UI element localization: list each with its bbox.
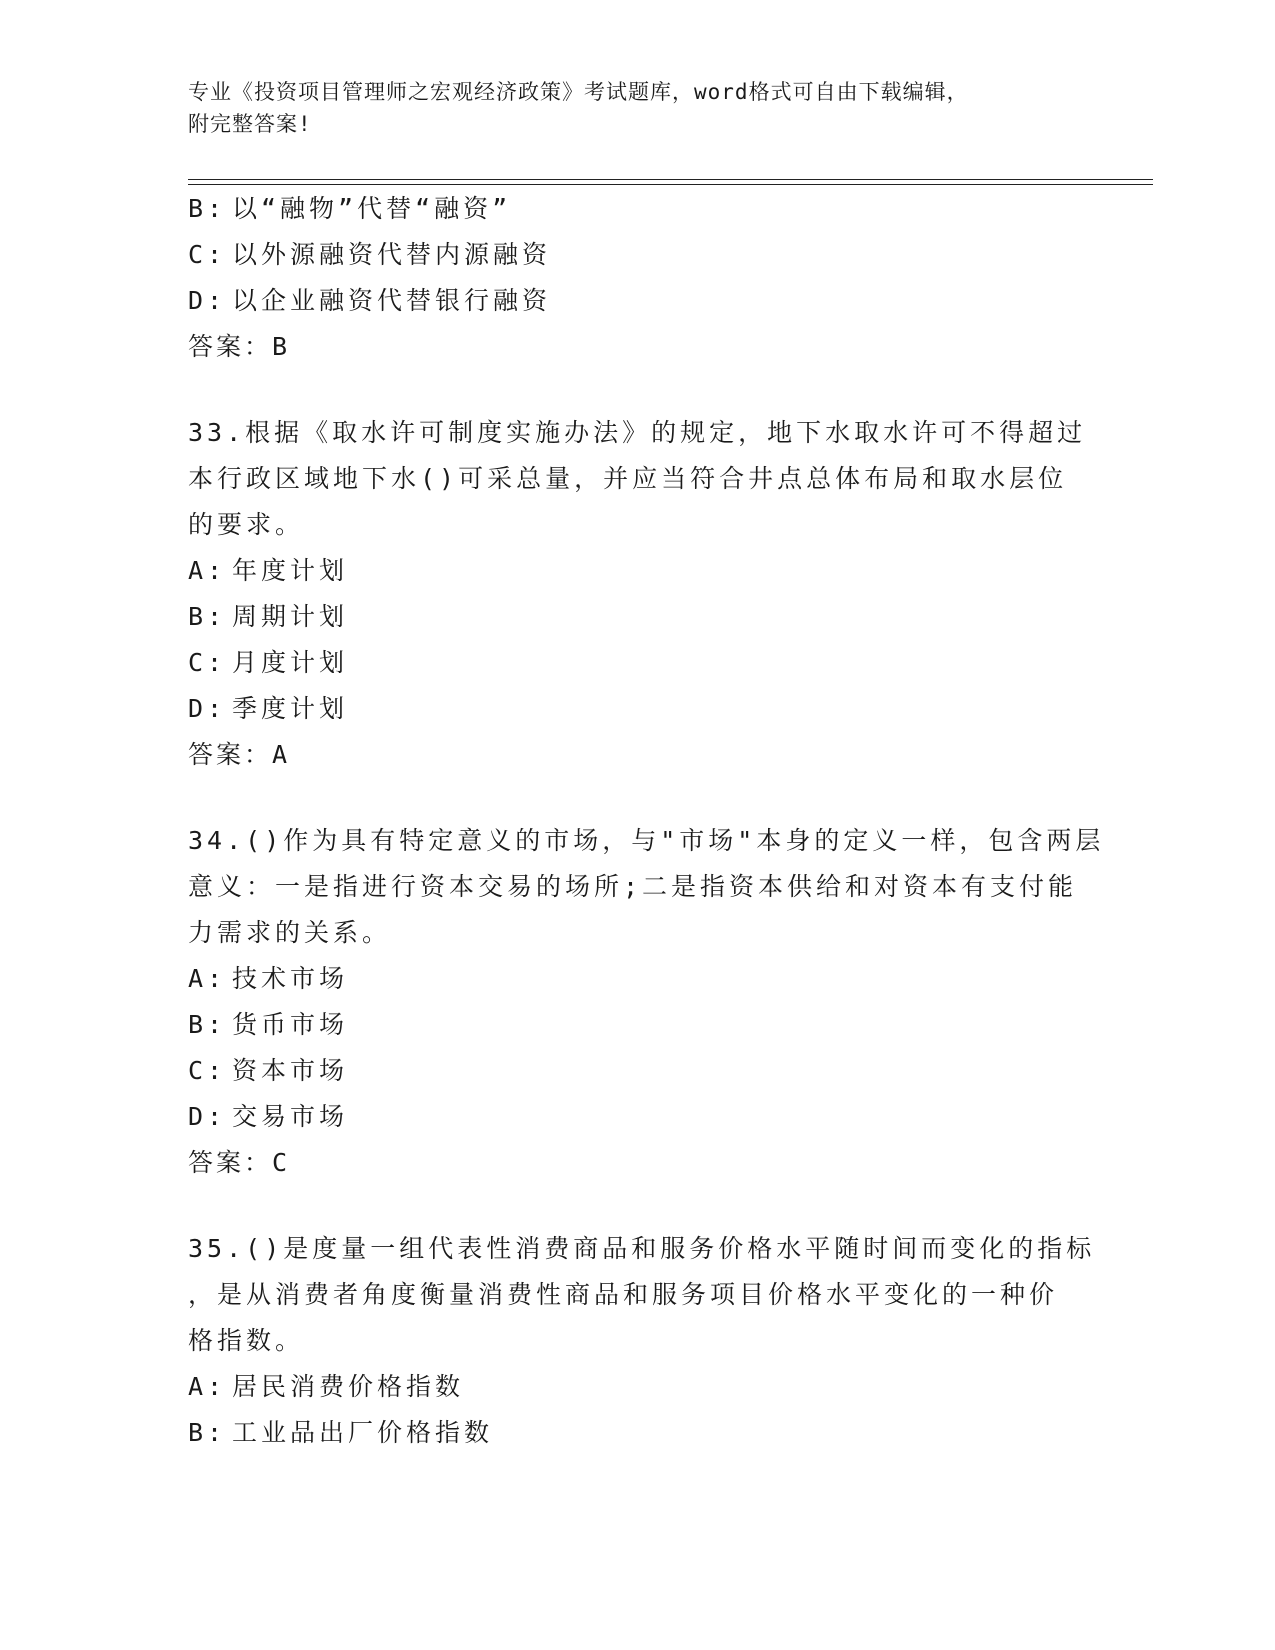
option-text: 以企业融资代替银行融资 — [232, 286, 552, 315]
option-text: 技术市场 — [232, 964, 349, 993]
option-text: 以外源融资代替内源融资 — [232, 240, 552, 269]
header-line-1: 专业《投资项目管理师之宏观经济政策》考试题库，word格式可自由下载编辑， — [188, 80, 969, 104]
answer-line: 答案：B — [188, 332, 291, 361]
option-key: D: — [188, 286, 227, 315]
question-text-line: 力需求的关系。 — [188, 918, 392, 947]
option-key: A: — [188, 964, 227, 993]
answer-line: 答案：C — [188, 1148, 291, 1177]
option-row — [188, 956, 1088, 1002]
header-divider-top — [188, 179, 1153, 180]
option-row — [188, 186, 1088, 232]
option-text: 居民消费价格指数 — [232, 1372, 465, 1401]
document-body — [188, 186, 1105, 1456]
option-key: B: — [188, 602, 227, 631]
option-key: D: — [188, 694, 227, 723]
option-row — [188, 1410, 1088, 1456]
option-text: 货币市场 — [232, 1010, 349, 1039]
option-text: 季度计划 — [232, 694, 349, 723]
option-row — [188, 1094, 1088, 1140]
question-text-line: 格指数。 — [188, 1326, 305, 1355]
question-33 — [188, 410, 1088, 778]
header-line-2: 附完整答案! — [188, 112, 312, 136]
option-text: 月度计划 — [232, 648, 349, 677]
spacer — [188, 1186, 1088, 1226]
question-35 — [188, 1226, 1096, 1456]
option-row — [188, 640, 1088, 686]
option-row — [188, 594, 1088, 640]
option-text: 交易市场 — [232, 1102, 349, 1131]
option-text: 工业品出厂价格指数 — [232, 1418, 494, 1447]
document-header — [188, 76, 1088, 140]
question-text-line: 34.()作为具有特定意义的市场，与"市场"本身的定义一样，包含两层 — [188, 826, 1105, 855]
header-divider-bottom — [188, 184, 1153, 185]
question-text-line: 35.()是度量一组代表性消费商品和服务价格水平随时间而变化的指标 — [188, 1234, 1096, 1263]
option-text: 以“融物”代替“融资” — [232, 194, 512, 223]
prev-question-block — [188, 186, 1088, 370]
spacer — [188, 370, 1088, 410]
option-text: 年度计划 — [232, 556, 349, 585]
question-34 — [188, 818, 1105, 1186]
option-row — [188, 278, 1088, 324]
question-text-line: 的要求。 — [188, 510, 305, 539]
question-text-line: 33.根据《取水许可制度实施办法》的规定，地下水取水许可不得超过 — [188, 418, 1087, 447]
option-row — [188, 1002, 1088, 1048]
option-key: C: — [188, 1056, 227, 1085]
option-key: C: — [188, 240, 227, 269]
option-row — [188, 686, 1088, 732]
option-key: B: — [188, 1010, 227, 1039]
option-text: 资本市场 — [232, 1056, 349, 1085]
answer-line: 答案：A — [188, 740, 291, 769]
option-row — [188, 1364, 1088, 1410]
option-row — [188, 232, 1088, 278]
question-text-line: 意义：一是指进行资本交易的场所;二是指资本供给和对资本有支付能 — [188, 872, 1078, 901]
spacer — [188, 778, 1088, 818]
option-key: D: — [188, 1102, 227, 1131]
option-key: A: — [188, 556, 227, 585]
option-text: 周期计划 — [232, 602, 349, 631]
question-text-line: ，是从消费者角度衡量消费性商品和服务项目价格水平变化的一种价 — [188, 1280, 1059, 1309]
option-key: B: — [188, 1418, 227, 1447]
question-text-line: 本行政区域地下水()可采总量，并应当符合井点总体布局和取水层位 — [188, 464, 1068, 493]
option-row — [188, 548, 1088, 594]
option-key: A: — [188, 1372, 227, 1401]
option-row — [188, 1048, 1088, 1094]
option-key: B: — [188, 194, 227, 223]
option-key: C: — [188, 648, 227, 677]
